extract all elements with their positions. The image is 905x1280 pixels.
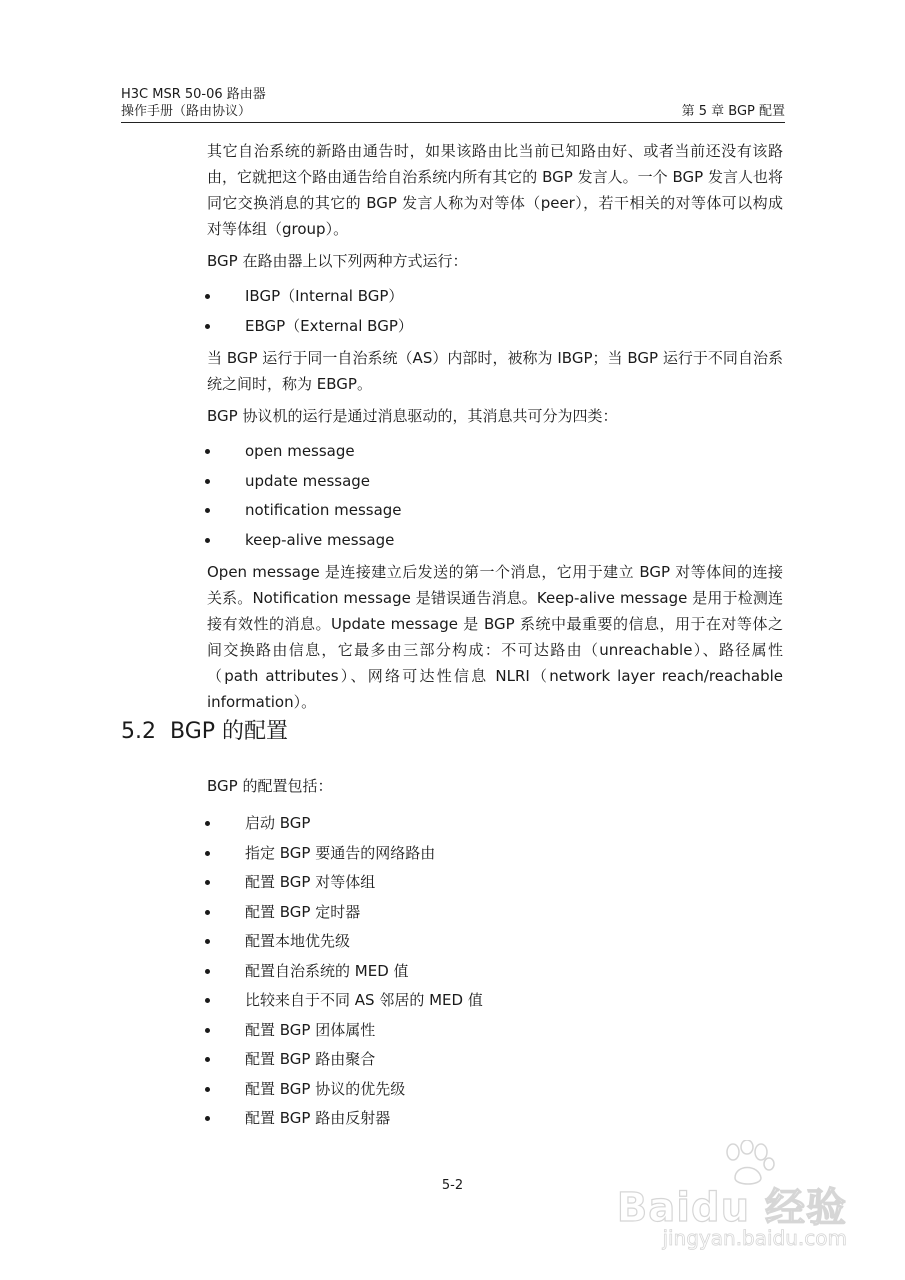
message-type-list bbox=[207, 437, 783, 555]
list-item: 配置 BGP 协议的优先级 bbox=[207, 1075, 783, 1105]
bullet-icon bbox=[205, 998, 210, 1003]
header-manual: 操作手册（路由协议） bbox=[121, 104, 252, 119]
section-title: BGP 的配置 bbox=[170, 719, 289, 744]
list-item: notification message bbox=[207, 496, 783, 526]
header-chapter: 第 5 章 BGP 配置 bbox=[681, 104, 785, 119]
watermark-brand: Baidu 经验 bbox=[616, 1185, 847, 1231]
watermark-site: jingyan.baidu.com bbox=[662, 1226, 847, 1250]
bullet-icon bbox=[205, 851, 210, 856]
list-item: EBGP（External BGP） bbox=[207, 312, 783, 342]
list-item: keep-alive message bbox=[207, 526, 783, 556]
section-content bbox=[207, 773, 783, 1134]
bullet-icon bbox=[205, 821, 210, 826]
intro-content bbox=[207, 138, 783, 715]
bullet-icon bbox=[205, 479, 210, 484]
list-item: 配置 BGP 对等体组 bbox=[207, 868, 783, 898]
list-item: 比较来自于不同 AS 邻居的 MED 值 bbox=[207, 986, 783, 1016]
bullet-icon bbox=[205, 1028, 210, 1033]
bullet-icon bbox=[205, 324, 210, 329]
intro-paragraph-1: 其它自治系统的新路由通告时，如果该路由比当前已知路由好、或者当前还没有该路由，它就把这个路由通告给自治系统内所有其它的 BGP 发言人。一个 BGP 发言人也将同它交换消息的其它的 BGP 发言人称为对等体（peer），若干相关的对等体可以构成对等体组（group）。 bbox=[207, 142, 783, 238]
header-product: H3C MSR 50-06 路由器 bbox=[121, 87, 266, 102]
list-item: 指定 BGP 要通告的网络路由 bbox=[207, 839, 783, 869]
watermark bbox=[616, 1140, 847, 1250]
section-heading bbox=[121, 717, 288, 747]
bullet-icon bbox=[205, 880, 210, 885]
page-number: 5-2 bbox=[441, 1178, 464, 1193]
section-lead: BGP 的配置包括： bbox=[207, 777, 333, 795]
list-item: 配置 BGP 定时器 bbox=[207, 898, 783, 928]
header-divider bbox=[121, 122, 785, 123]
bgp-mode-list bbox=[207, 282, 783, 341]
list-item: 启动 BGP bbox=[207, 809, 783, 839]
list-item: update message bbox=[207, 467, 783, 497]
intro-paragraph-3: 当 BGP 运行于同一自治系统（AS）内部时，被称为 IBGP；当 BGP 运行于不同自治系统之间时，称为 EBGP。 bbox=[207, 349, 783, 393]
list-item: open message bbox=[207, 437, 783, 467]
bullet-icon bbox=[205, 910, 210, 915]
intro-paragraph-2: BGP 在路由器上以下列两种方式运行： bbox=[207, 252, 468, 270]
bullet-icon bbox=[205, 1087, 210, 1092]
bullet-icon bbox=[205, 939, 210, 944]
bullet-icon bbox=[205, 1116, 210, 1121]
list-item: IBGP（Internal BGP） bbox=[207, 282, 783, 312]
list-item: 配置自治系统的 MED 值 bbox=[207, 957, 783, 987]
bullet-icon bbox=[205, 449, 210, 454]
intro-paragraph-5: Open message 是连接建立后发送的第一个消息，它用于建立 BGP 对等体间的连接关系。Notification message 是错误通告消息。Keep-alive message 是用于检测连接有效性的消息。Update message 是 BGP 系统中最重要的信息，用于在对等体之间交换路由信息，它最多由三部分构成：不可达路由（unreachable）、路径属性（path attributes）、网络可达性信息 NLRI（network layer reach/reachable information）。 bbox=[207, 563, 783, 711]
list-item: 配置 BGP 路由聚合 bbox=[207, 1045, 783, 1075]
section-number: 5.2 bbox=[121, 719, 156, 744]
list-item: 配置 BGP 团体属性 bbox=[207, 1016, 783, 1046]
intro-paragraph-4: BGP 协议机的运行是通过消息驱动的，其消息共可分为四类： bbox=[207, 407, 618, 425]
bullet-icon bbox=[205, 508, 210, 513]
list-item: 配置本地优先级 bbox=[207, 927, 783, 957]
list-item: 配置 BGP 路由反射器 bbox=[207, 1104, 783, 1134]
bullet-icon bbox=[205, 1057, 210, 1062]
page-header bbox=[121, 86, 785, 120]
config-task-list bbox=[207, 809, 783, 1134]
bullet-icon bbox=[205, 969, 210, 974]
header-row bbox=[121, 103, 785, 120]
bullet-icon bbox=[205, 538, 210, 543]
bullet-icon bbox=[205, 294, 210, 299]
